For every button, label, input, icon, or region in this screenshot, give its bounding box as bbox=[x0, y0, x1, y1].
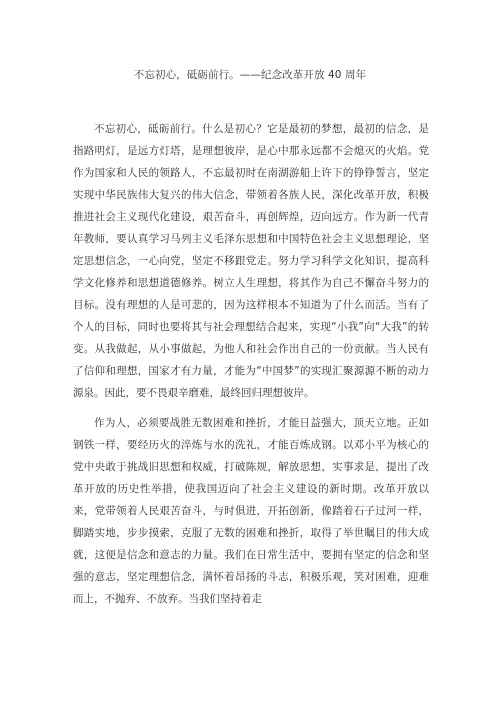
document-body bbox=[73, 118, 429, 610]
document-title: 不忘初心，砥砺前行。——纪念改革开放 40 周年 bbox=[133, 69, 367, 81]
paragraph-1: 不忘初心，砥砺前行。什么是初心？它是最初的梦想，最初的信念，是指路明灯，是远方灯塔，是理想彼岸，是心中那永远都不会熄灭的火焰。党作为国家和人民的领路人，不忘最初时在南湖游船上许下的铮铮誓言，坚定实现中华民族伟大复兴的伟大信念，带领着各族人民，深化改革开放，积极推进社会主义现代化建设，艰苦奋斗，再创辉煌，迈向远方。作为新一代青年教师，要认真学习马列主义毛泽东思想和中国特色社会主义思想理论，坚定思想信念，一心向党，坚定不移跟党走。努力学习科学文化知识，提高科学文化修养和思想道德修养。树立人生理想，将其作为自己不懈奋斗努力的目标。没有理想的人是可悲的，因为这样根本不知道为了什么而活。当有了个人的目标，同时也要将其与社会理想结合起来，实现“小我”向“大我”的转变。从我做起，从小事做起，为他人和社会作出自己的一份贡献。当人民有了信仰和理想，国家才有力量，才能为“中国梦”的实现汇聚源源不断的动力源泉。因此，要不畏艰辛磨难，最终回归理想彼岸。 bbox=[73, 123, 429, 399]
paragraph-2: 作为人，必须要战胜无数困难和挫折，才能日益强大，顶天立地。正如钢铁一样，要经历火的淬炼与水的洗礼，才能百炼成钢。以邓小平为核心的党中央敢于挑战旧思想和权威，打破陈规，解放思想，实事求是，提出了改革开放的历史性举措，使我国迈向了社会主义建设的新时期。改革开放以来，党带领着人民艰苦奋斗，与时俱进，开拓创新，像踏着石子过河一样，脚踏实地，步步摸索，克服了无数的困难和挫折，取得了举世瞩目的伟大成就，这便是信念和意志的力量。我们在日常生活中，要拥有坚定的信念和坚强的意志，坚定理想信念，满怀着昂扬的斗志，积极乐观，笑对困难，迎难而上，不抛弃、不放弃。当我们坚持着走 bbox=[73, 417, 429, 605]
